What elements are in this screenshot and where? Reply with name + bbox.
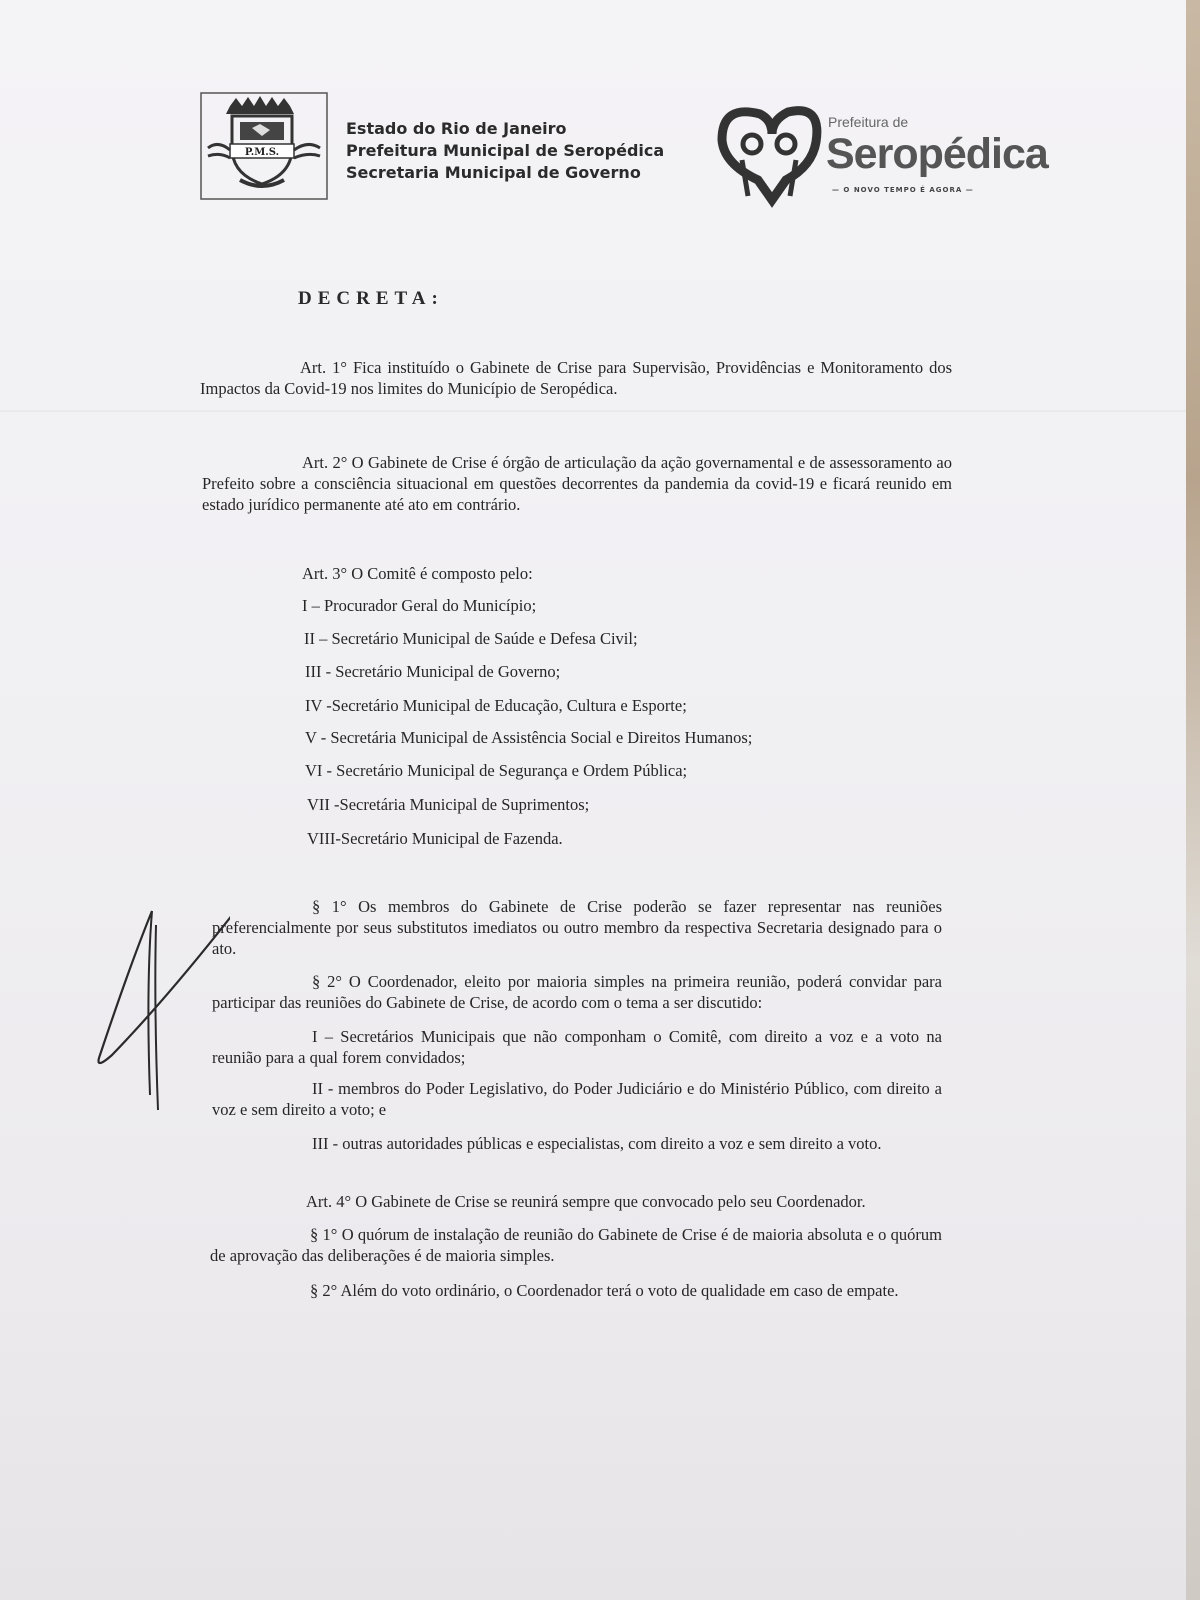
hearts-logo-icon (712, 100, 832, 208)
logo-name: Seropédica (826, 130, 1048, 178)
background-strip (1186, 0, 1200, 1600)
article-4-paragraph-2: § 2° Além do voto ordinário, o Coordenador terá o voto de qualidade em caso de empate. (310, 1281, 899, 1300)
paragraph-2-item-iii: III - outras autoridades públicas e especialistas, com direito a voz e sem direito a voto. (312, 1134, 882, 1153)
logo-tagline: — O NOVO TEMPO É AGORA — (832, 186, 974, 194)
header-text-block (346, 118, 664, 184)
signature-mark (90, 905, 230, 1120)
municipal-crest-icon (200, 92, 328, 200)
article-1: Art. 1° Fica instituído o Gabinete de Crise para Supervisão, Providências e Monitoramento dos Impactos da Covid-19 nos limites do Município de Seropédica. (200, 358, 952, 398)
crest-label: P.M.S. (244, 147, 280, 158)
article-3-paragraph-1: § 1° Os membros do Gabinete de Crise poderão se fazer representar nas reuniões preferencialmente por seus substitutos imediatos ou outro membro da respectiva Secretaria designado para o ato. (212, 897, 942, 958)
member-item: IV -Secretário Municipal de Educação, Cultura e Esporte; (305, 696, 687, 715)
member-item: VI - Secretário Municipal de Segurança e Ordem Pública; (305, 761, 688, 780)
member-item: VIII-Secretário Municipal de Fazenda. (307, 829, 563, 848)
member-item: III - Secretário Municipal de Governo; (305, 662, 561, 681)
header-secretariat: Secretaria Municipal de Governo (346, 163, 641, 182)
article-4-paragraph-1: § 1° O quórum de instalação de reunião do Gabinete de Crise é de maioria absoluta e o quórum de aprovação das deliberações é de maioria simples. (210, 1225, 942, 1265)
article-3: Art. 3° O Comitê é composto pelo: (302, 564, 533, 583)
header-state: Estado do Rio de Janeiro (346, 119, 567, 138)
header-prefecture: Prefeitura Municipal de Seropédica (346, 141, 665, 160)
paragraph-2-item-ii: II - membros do Poder Legislativo, do Poder Judiciário e do Ministério Público, com direito a voz e sem direito a voto; e (212, 1079, 942, 1119)
member-item: II – Secretário Municipal de Saúde e Defesa Civil; (304, 629, 638, 648)
member-item: I – Procurador Geral do Município; (302, 596, 537, 615)
member-item: V - Secretária Municipal de Assistência Social e Direitos Humanos; (305, 728, 753, 747)
article-4: Art. 4° O Gabinete de Crise se reunirá sempre que convocado pelo seu Coordenador. (306, 1192, 866, 1211)
member-item: VII -Secretária Municipal de Suprimentos; (307, 795, 590, 814)
paper-fold (0, 410, 1186, 412)
logo-prefix: Prefeitura de (828, 114, 909, 130)
article-2: Art. 2° O Gabinete de Crise é órgão de articulação da ação governamental e de assessoramento ao Prefeito sobre a consciência situacional em questões decorrentes da pandemia da covid-19 e ficará reunido em estado jurídico permanente até ato em contrário. (202, 453, 952, 514)
paragraph-2-item-i: I – Secretários Municipais que não componham o Comitê, com direito a voz e a voto na reunião para a qual forem convidados; (212, 1027, 942, 1067)
article-3-paragraph-2: § 2° O Coordenador, eleito por maioria simples na primeira reunião, poderá convidar para participar das reuniões do Gabinete de Crise, de acordo com o tema a ser discutido: (212, 972, 942, 1012)
decreta-heading: DECRETA: (298, 288, 444, 309)
